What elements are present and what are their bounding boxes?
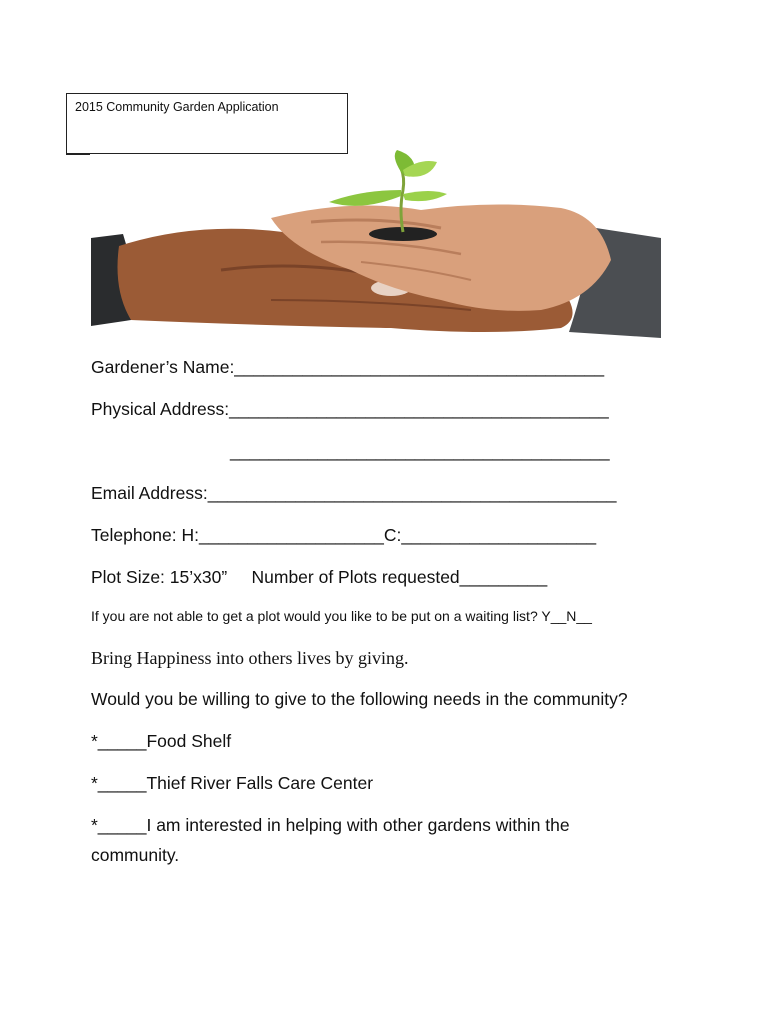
option-other-gardens: *_____I am interested in helping with other gardens within the <box>91 815 570 835</box>
physical-address-field-line2: _______________________________________ <box>230 441 610 461</box>
gardener-name-field: Gardener’s Name:______________________________________ <box>91 357 605 377</box>
telephone-field: Telephone: H:___________________C:____________________ <box>91 525 597 545</box>
community-question: Would you be willing to give to the following needs in the community? <box>91 689 628 709</box>
waiting-list-question: If you are not able to get a plot would you like to be put on a waiting list? Y__N__ <box>91 608 592 624</box>
slogan: Bring Happiness into others lives by giving. <box>91 648 409 668</box>
title-box-underline <box>66 154 90 155</box>
plot-size-line: Plot Size: 15’x30” Number of Plots requested_________ <box>91 567 548 587</box>
option-care-center: *_____Thief River Falls Care Center <box>91 773 374 793</box>
email-address-field: Email Address:__________________________________________ <box>91 483 617 503</box>
title-box <box>66 93 348 154</box>
physical-address-field: Physical Address:_______________________________________ <box>91 399 609 419</box>
option-other-gardens-cont: community. <box>91 845 180 865</box>
hands-holding-seedling-image <box>91 150 661 340</box>
form-title: 2015 Community Garden Application <box>75 100 279 114</box>
option-food-shelf: *_____Food Shelf <box>91 731 232 751</box>
